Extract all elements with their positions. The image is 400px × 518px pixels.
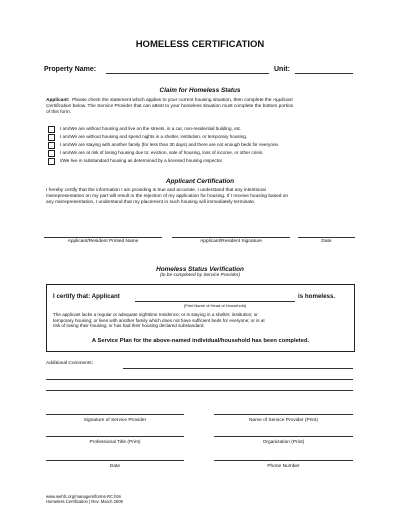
option-checkbox[interactable] <box>48 126 55 133</box>
box-text-line: The applicant lacks a regular or adequate nighttime residence; or is staying in a shelter, institution; or <box>53 312 258 317</box>
box-text-line: temporary housing; or lives with another family which does not have sufficient beds for everyone; or is at <box>53 317 265 323</box>
property-label: Property Name: <box>44 66 97 73</box>
option-label: I am/We are without housing and spend nights in a shelter, institution, or temporary housing. <box>60 133 248 139</box>
applicant-printed-name-label: Applicant/Resident Printed Name <box>67 239 139 244</box>
provider-date-field[interactable] <box>46 460 184 461</box>
option-checkbox[interactable] <box>48 150 55 157</box>
applicant-date-label: Date <box>321 239 332 244</box>
applicant-text-4: of this form. <box>46 110 72 115</box>
provider-signature-label: Signature of Service Provider <box>83 418 147 423</box>
unit-field[interactable] <box>295 73 353 74</box>
option-label: I am/We are at risk of losing housing due to: eviction, sale of housing, loss of income, or other crisis. <box>60 149 264 155</box>
provider-name-field[interactable] <box>214 414 353 415</box>
organization-field[interactable] <box>214 436 353 437</box>
applicant-printed-name-field[interactable] <box>44 237 162 238</box>
applicant-text-3: below. The Service Provider that can attest to your homeless situation must complete the bottom portion <box>72 104 294 109</box>
provider-name-label: Name of Service Provider (Print) <box>248 418 319 423</box>
provider-date-label: Date <box>109 464 121 469</box>
comments-line[interactable] <box>46 379 353 380</box>
page-title: HOMELESS CERTIFICATION <box>135 39 265 50</box>
option-label: I am/We are without housing and live on the streets, in a car, non-residential building, etc. <box>60 125 242 131</box>
professional-title-field[interactable] <box>46 436 184 437</box>
applicant-cert-text <box>46 188 366 206</box>
option-label: I/We live in substandard housing as determined by a licensed housing inspector. <box>60 157 224 163</box>
comments-line[interactable] <box>46 390 353 391</box>
provider-signature-field[interactable] <box>46 414 184 415</box>
applicant-date-field[interactable] <box>298 237 355 238</box>
unit-label: Unit: <box>274 66 290 73</box>
head-of-household-field[interactable] <box>135 301 295 302</box>
comments-line[interactable] <box>123 368 353 369</box>
applicant-cert-heading: Applicant Certification <box>165 178 235 185</box>
option-checkbox[interactable] <box>48 142 55 149</box>
applicant-text-1: Please check the statement which applies to your current housing situation, then complete the <box>72 98 272 103</box>
option-label: I am/We are staying with another family (for less than 30 days) and there are not enough beds for everyone. <box>60 141 280 147</box>
footer-revision: Homeless Certification | Rev. March 2009 <box>46 499 123 505</box>
verification-box <box>46 284 355 352</box>
property-name-field[interactable] <box>106 73 269 74</box>
option-checkbox[interactable] <box>48 134 55 141</box>
print-name-hint: (Print Name of Head of Household) <box>183 303 247 308</box>
verification-subheading: (to be completed by Service Provider) <box>159 273 241 278</box>
applicant-signature-field[interactable] <box>172 237 290 238</box>
certify-label: I certify that: Applicant <box>53 293 120 300</box>
box-text-line: risk of losing their housing; or has had their housing declared substandard. <box>53 323 205 329</box>
footer <box>46 494 123 504</box>
phone-number-field[interactable] <box>214 460 353 461</box>
applicant-instructions <box>46 98 366 116</box>
additional-comments-label: Additional Comments: <box>46 361 93 366</box>
footer-url: www.wehfc.org/managers/forms-RC.htm <box>46 494 122 499</box>
applicant-cert-line: any misrepresentation, I understand that my placement in such housing will immediately terminate. <box>46 200 256 205</box>
applicant-signature-label: Applicant/Resident Signature <box>200 239 262 244</box>
applicant-cert-line: misrepresentation on my part will result in the rejection of my application for housing. If I receive housing based on <box>46 194 289 199</box>
service-plan-statement: A Service Plan for the above-named individual/household has been completed. <box>91 338 310 344</box>
box-text <box>53 312 349 329</box>
claim-heading: Claim for Homeless Status <box>159 87 241 94</box>
option-checkbox[interactable] <box>48 158 55 165</box>
phone-number-label: Phone Number <box>267 464 300 469</box>
applicant-cert-line: I hereby certify that the information I am providing is true and accurate. I understand that any intentional <box>46 188 266 193</box>
verification-heading: Homeless Status Verification <box>156 266 244 273</box>
organization-label: Organization (Print) <box>262 440 305 445</box>
applicant-bold: Applicant: <box>46 98 70 103</box>
is-homeless-label: is homeless. <box>298 293 336 300</box>
applicant-italic: Applicant <box>272 98 293 103</box>
professional-title-label: Professional Title (Print) <box>89 440 141 445</box>
applicant-text-2: Certification <box>46 104 72 109</box>
